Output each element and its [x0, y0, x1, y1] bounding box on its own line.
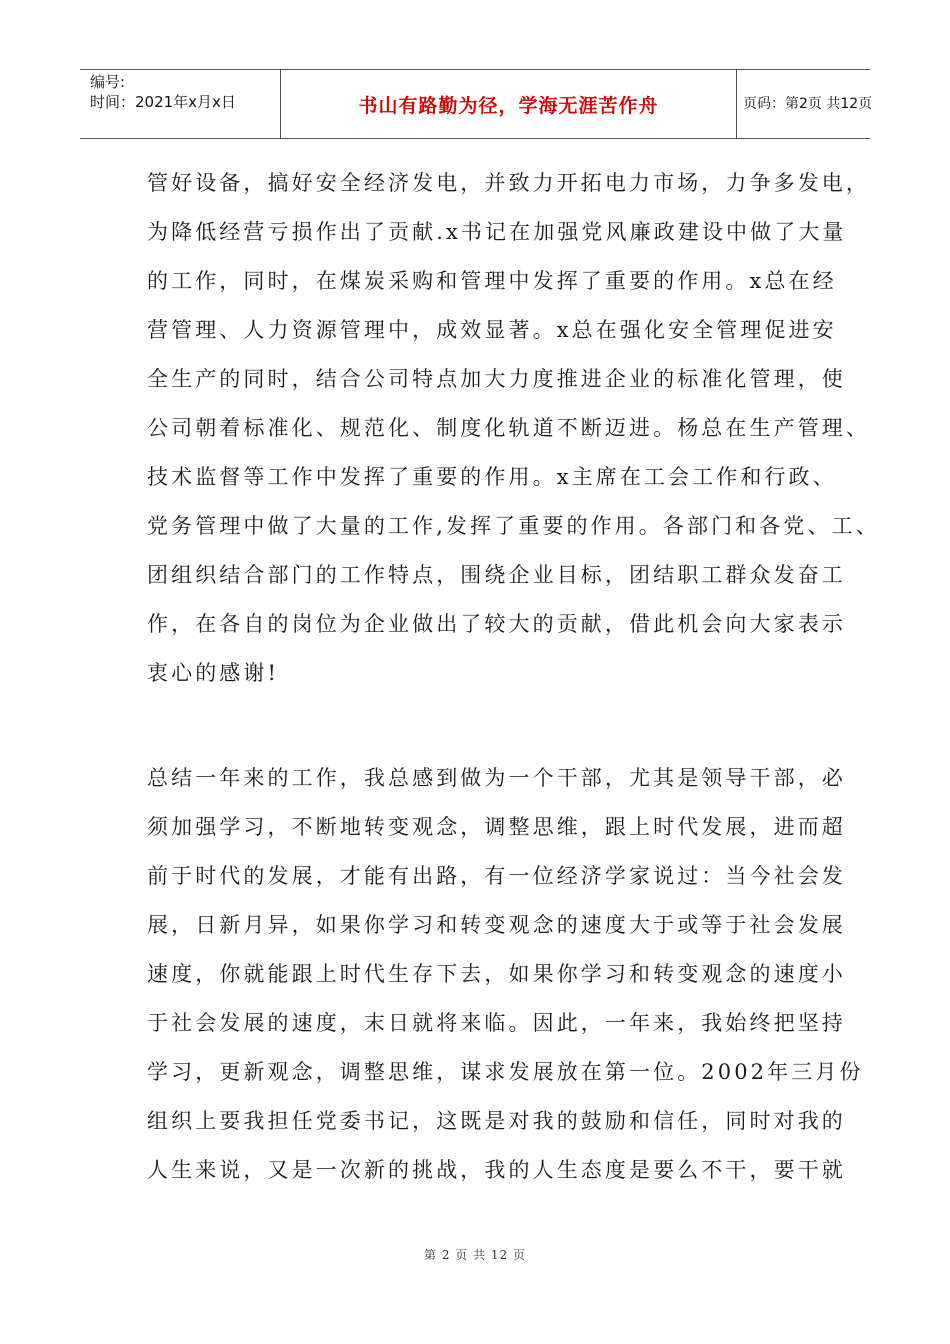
text-line: 技术监督等工作中发挥了重要的作用。x主席在工会工作和行政、 [147, 465, 837, 489]
text-line: 营管理、人力资源管理中，成效显著。x总在强化安全管理促进安 [147, 318, 837, 342]
header-motto: 书山有路勤为径，学海无涯苦作舟 [358, 95, 659, 117]
text-line: 于社会发展的速度，末日就将来临。因此，一年来，我始终把坚持 [147, 1011, 846, 1035]
text-line: 全生产的同时，结合公司特点加大力度推进企业的标准化管理，使 [147, 367, 846, 391]
header-page-number: 页码：第2页 共12页 [743, 96, 873, 112]
text-line: 公司朝着标准化、规范化、制度化轨道不断迈进。杨总在生产管理、 [147, 416, 870, 440]
text-line: 党务管理中做了大量的工作,发挥了重要的作用。各部门和各党、工、 [147, 514, 880, 538]
document-header [80, 69, 873, 139]
header-page-cell [737, 70, 873, 138]
text-line: 团组织结合部门的工作特点，围绕企业目标，团结职工群众发奋工 [147, 563, 846, 587]
header-motto-cell [281, 70, 737, 138]
text-line: 管好设备，搞好安全经济发电，并致力开拓电力市场，力争多发电， [147, 171, 870, 195]
body-paragraph-1 [147, 159, 880, 698]
text-line: 作，在各自的岗位为企业做出了较大的贡献，借此机会向大家表示 [147, 612, 846, 636]
text-line: 展，日新月异，如果你学习和转变观念的速度大于或等于社会发展 [147, 913, 846, 937]
text-line: 组织上要我担任党委书记，这既是对我的鼓励和信任，同时对我的 [147, 1109, 846, 1133]
text-line: 前于时代的发展，才能有出路，有一位经济学家说过：当今社会发 [147, 864, 846, 888]
body-paragraph-2 [147, 754, 864, 1195]
document-number-label: 编号: [90, 73, 126, 91]
document-date-label: 时间：2021年x月x日 [90, 93, 236, 111]
text-line: 为降低经营亏损作出了贡献.x书记在加强党风廉政建设中做了大量 [147, 220, 847, 244]
text-line: 速度，你就能跟上时代生存下去，如果你学习和转变观念的速度小 [147, 962, 846, 986]
text-line: 人生来说，又是一次新的挑战，我的人生态度是要么不干，要干就 [147, 1158, 846, 1182]
text-line: 总结一年来的工作，我总感到做为一个干部，尤其是领导干部，必 [147, 766, 846, 790]
header-meta-cell [80, 70, 281, 138]
page-footer: 第 2 页 共 12 页 [424, 1248, 526, 1262]
text-line: 衷心的感谢! [147, 661, 280, 685]
text-line: 的工作，同时，在煤炭采购和管理中发挥了重要的作用。x总在经 [147, 269, 837, 293]
text-line: 须加强学习，不断地转变观念，调整思维，跟上时代发展，进而超 [147, 815, 846, 839]
text-line: 学习，更新观念，调整思维，谋求发展放在第一位。2002年三月份 [147, 1060, 864, 1084]
